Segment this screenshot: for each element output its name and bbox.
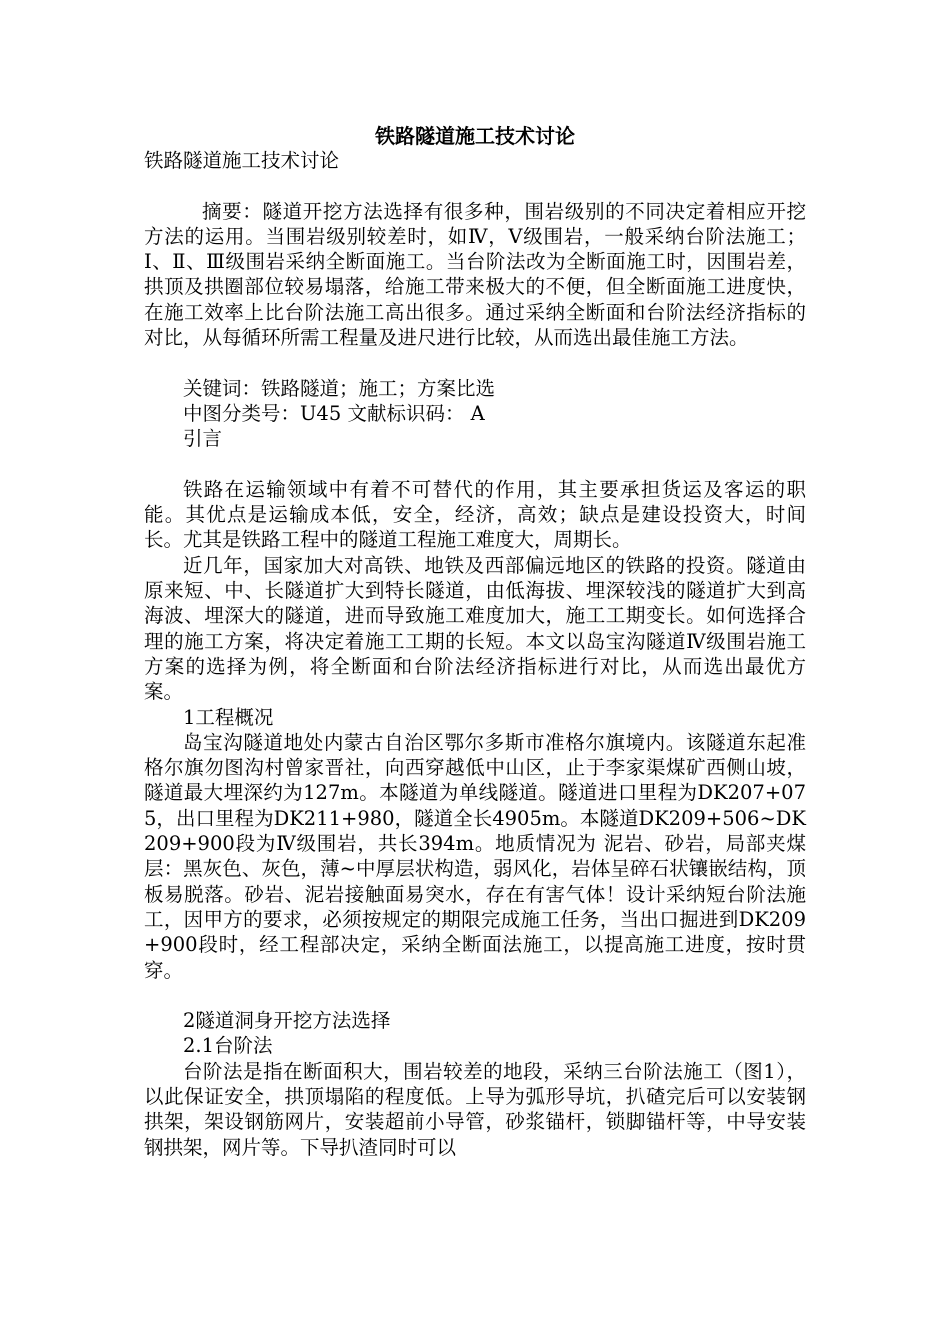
intro-heading: 引言: [183, 427, 223, 451]
intro-paragraph-2: 近几年，国家加大对高铁、地铁及西部偏远地区的铁路的投资。隧道由原来短、中、长隧道扩大到特长隧道，由低海拔、埋深较浅的隧道扩大到高海波、埋深大的隧道，进而导致施工难度加大，施工工期变长。如何选择合理的施工方案，将决定着施工工期的长短。本文以岛宝沟隧道Ⅳ级围岩施工方案的选择为例，将全断面和台阶法经济指标进行对比，从而选出最优方案。: [144, 553, 806, 704]
intro-paragraph-1: 铁路在运输领域中有着不可替代的作用，其主要承担货运及客运的职能。其优点是运输成本低，安全，经济，高效；缺点是建设投资大，时间长。尤其是铁路工程中的隧道工程施工难度大，周期长。: [144, 477, 806, 552]
keywords-line: 关键词：铁路隧道；施工；方案比选: [183, 376, 496, 400]
section-2-1-heading: 2.1台阶法: [183, 1034, 273, 1058]
blank-line: [144, 983, 806, 1008]
section-1-paragraph: 岛宝沟隧道地处内蒙古自治区鄂尔多斯市准格尔旗境内。该隧道东起准格尔旗勿图沟村曾家晋社，向西穿越低中山区，止于李家渠煤矿西侧山坡，隧道最大埋深约为127m。本隧道为单线隧道。隧道进口里程为DK207+075，出口里程为DK211+980，隧道全长4905m。本隧道DK209+506~DK209+900段为Ⅳ级围岩，共长394m。地质情况为 泥岩、砂岩，局部夹煤层：黑灰色、灰色，薄~中厚层状构造，弱风化，岩体呈碎石状镶嵌结构，顶板易脱落。砂岩、泥岩接触面易突水，存在有害气体！设计采纳短台阶法施工，因甲方的要求，必须按规定的期限完成施工任务，当出口掘进到DK209+900段时，经工程部决定，采纳全断面法施工，以提高施工进度，按时贯穿。: [144, 730, 806, 982]
classification-line: 中图分类号：U45 文献标识码： A: [183, 401, 485, 425]
blank-line: [144, 452, 806, 477]
blank-line: [144, 173, 806, 198]
document-subtitle: 铁路隧道施工技术讨论: [144, 149, 340, 172]
blank-line: [144, 350, 806, 375]
abstract-paragraph: 摘要：隧道开挖方法选择有很多种，围岩级别的不同决定着相应开挖方法的运用。当围岩级别较差时，如Ⅳ，Ⅴ级围岩，一般采纳台阶法施工；Ⅰ、Ⅱ、Ⅲ级围岩采纳全断面施工。当台阶法改为全断面施工时，因围岩差，拱顶及拱圈部位较易塌落，给施工带来极大的不便，但全断面施工进度快，在施工效率上比台阶法施工高出很多。通过采纳全断面和台阶法经济指标的对比，从每循环所需工程量及进尺进行比较，从而选出最佳施工方法。: [144, 199, 806, 350]
section-1-heading: 1工程概况: [183, 705, 274, 729]
section-2-1-paragraph: 台阶法是指在断面积大，围岩较差的地段，采纳三台阶法施工（图1），以此保证安全，拱顶塌陷的程度低。上导为弧形导坑，扒碴完后可以安装钢拱架，架设钢筋网片，安装超前小导管，砂浆锚杆，锁脚锚杆等，中导安装钢拱架，网片等。下导扒渣同时可以: [144, 1059, 806, 1159]
section-2-heading: 2隧道洞身开挖方法选择: [183, 1009, 391, 1033]
document-body: [144, 148, 806, 1160]
document-title: 铁路隧道施工技术讨论: [375, 124, 575, 148]
